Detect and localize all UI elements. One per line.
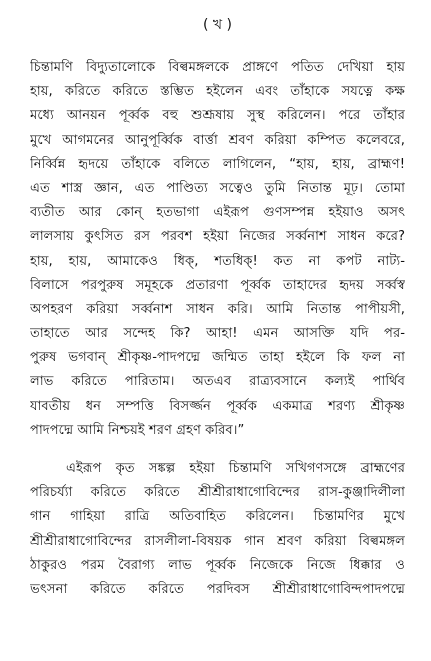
page-number: ( খ ) xyxy=(202,17,233,33)
text-line: পরিচর্য্যা করিতে করিতে শ্রীশ্রীরাধাগোবিন্দের রাস-কুঞ্জাদিলীলা xyxy=(30,485,405,501)
text-line: ব্যতীত আর কোন্ হতভাগা এইরূপ গুণসম্পন্ন হইয়াও অসৎ xyxy=(30,205,405,221)
text-line: মুখে আগমনের আনুপূর্ব্বিক বার্ত্তা শ্রবণ করিয়া কম্পিত কলেবরে, xyxy=(30,132,405,148)
text-line: নির্ব্বিন্ন হৃদয়ে তাঁহাকে বলিতে লাগিলেন, “হায়, হায়, ব্রাহ্মণ! xyxy=(30,156,405,172)
paragraph-2 xyxy=(30,457,405,602)
text-line: মধ্যে আনয়ন পূর্ব্বক বহু শুশ্রূষায় সুস্থ করিলেন। পরে তাঁহার xyxy=(30,108,405,124)
text-line: হায়, হায়, আমাকেও ধিক্, শতধিক্! কত না কপট নাট্য- xyxy=(30,253,405,269)
paragraph-gap xyxy=(30,443,405,457)
text-line: গান গাহিয়া রাত্রি অতিবাহিত করিলেন। চিন্তামণির মুখে xyxy=(30,509,405,525)
text-line: পাদপদ্মে আমি নিশ্চয়ই শরণ গ্রহণ করিব।” xyxy=(30,422,245,438)
text-line: যাবতীয় ধন সম্পত্তি বিসর্জ্জন পূর্ব্বক একমাত্র শরণ্য শ্রীকৃষ্ণ xyxy=(30,398,405,414)
text-line: অপহরণ করিয়া সর্ব্বনাশ সাধন করি। আমি নিতান্ত পাপীয়সী, xyxy=(30,301,405,317)
text-line: বিলাসে পরপুরুষ সমূহকে প্রতারণা পূর্ব্বক তাহাদের হৃদয় সর্ব্বস্ব xyxy=(30,277,405,293)
text-line: লালসায় কুৎসিত রস পরবশ হইয়া নিজের সর্ব্বনাশ সাধন করে? xyxy=(30,229,405,245)
paragraph-1 xyxy=(30,56,405,443)
text-line: শ্রীশ্রীরাধাগোবিন্দের রাসলীলা-বিষয়ক গান শ্রবণ করিয়া বিল্বমঙ্গল xyxy=(30,533,405,549)
text-line: এইরূপ কৃত সঙ্কল্প হইয়া চিন্তামণি সখিগণসঙ্গে ব্রাহ্মণের xyxy=(66,461,405,476)
text-line: ভৎসনা করিতে করিতে পরদিবস শ্রীশ্রীরাধাগোবিন্দপাদপদ্মে xyxy=(30,581,405,597)
text-line: লাভ করিতে পারিতাম। অতএব রাত্র্যবসানে কল্যই পার্থিব xyxy=(30,374,405,390)
text-line: এত শাস্ত্র জ্ঞান, এত পাণ্ডিত্য সত্বেও তুমি নিতান্ত মূঢ়। তোমা xyxy=(30,180,405,196)
text-line: তাহাতে আর সন্দেহ কি? আহা! এমন আসক্তি যদি পর- xyxy=(30,326,405,342)
text-line: চিন্তামণি বিদ্যুতালোকে বিল্বমঙ্গলকে প্রাঙ্গণে পতিত দেখিয়া হায় xyxy=(30,60,405,75)
text-line: হায়, করিতে করিতে স্তম্ভিত হইলেন এবং তাঁহাকে সযত্নে কক্ষ xyxy=(30,84,405,100)
text-line: পুরুষ ভগবান্ শ্রীকৃষ্ণ-পাদপদ্মে জন্মিত তাহা হইলে কি ফল না xyxy=(30,350,405,366)
text-line: ঠাকুরও পরম বৈরাগ্য লাভ পূর্ব্বক নিজেকে নিজে ধিক্কার ও xyxy=(30,557,405,573)
